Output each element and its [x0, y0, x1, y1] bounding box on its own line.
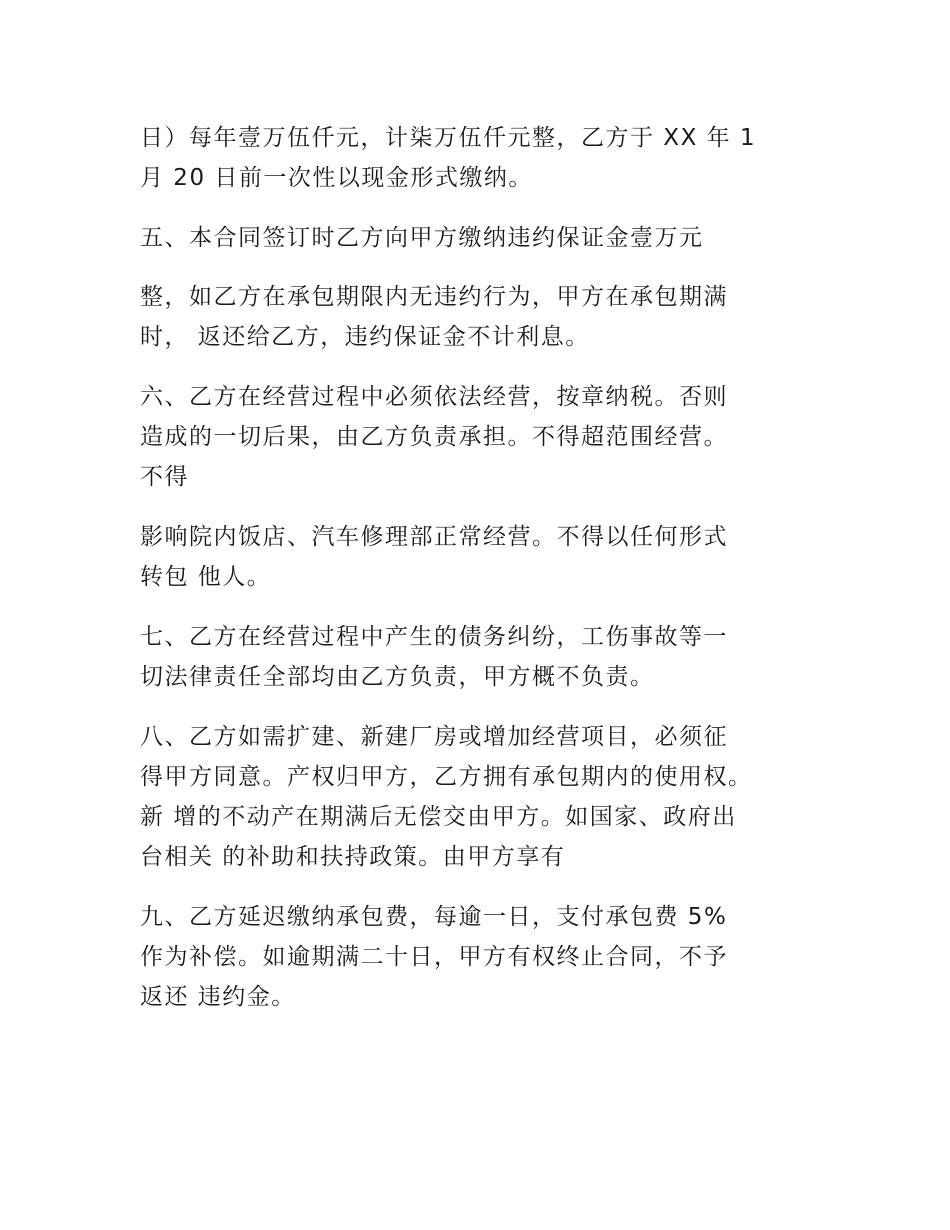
- text-line: 六、乙方在经营过程中必须依法经营，按章纳税。否则: [140, 384, 728, 410]
- text-line: 七、乙方在经营过程中产生的债务纠纷，工伤事故等一: [140, 624, 728, 650]
- text-line: 作为补偿。如逾期满二十日，甲方有权终止合同，不予: [140, 944, 728, 970]
- paragraph-clause-7: [140, 617, 820, 697]
- text-line: 切法律责任全部均由乙方负责，甲方概不负责。: [140, 664, 655, 690]
- text-line: 不得: [140, 464, 189, 490]
- text-line: 返还 违约金。: [140, 984, 296, 1010]
- paragraph-clause-5-heading: [140, 218, 820, 258]
- paragraph-payment-terms: [140, 118, 820, 198]
- text-line: 日）每年壹万伍仟元，计柒万伍仟元整，乙方于 XX 年 1: [140, 125, 757, 151]
- text-line: 整，如乙方在承包期限内无违约行为，甲方在承包期满: [140, 284, 728, 310]
- paragraph-clause-6-continued: [140, 517, 820, 597]
- text-line: 台相关 的补助和扶持政策。由甲方享有: [140, 844, 566, 870]
- text-line: 得甲方同意。产权归甲方，乙方拥有承包期内的使用权。: [140, 764, 753, 790]
- paragraph-clause-5-body: [140, 277, 820, 357]
- text-line: 八、乙方如需扩建、新建厂房或增加经营项目，必须征: [140, 724, 728, 750]
- paragraph-clause-8: [140, 717, 820, 877]
- text-line: 九、乙方延迟缴纳承包费，每逾一日，支付承包费 5%: [140, 904, 728, 930]
- paragraph-clause-9: [140, 897, 820, 1017]
- paragraph-clause-6: [140, 377, 820, 497]
- text-line: 时， 返还给乙方，违约保证金不计利息。: [140, 324, 590, 350]
- text-line: 造成的一切后果，由乙方负责承担。不得超范围经营。: [140, 424, 728, 450]
- text-line: 新 增的不动产在期满后无偿交由甲方。如国家、政府出: [140, 804, 737, 830]
- text-line: 影响院内饭店、汽车修理部正常经营。不得以任何形式: [140, 524, 728, 550]
- text-line: 月 20 日前一次性以现金形式缴纳。: [140, 165, 533, 191]
- text-line: 五、本合同签订时乙方向甲方缴纳违约保证金壹万元: [140, 225, 704, 251]
- text-line: 转包 他人。: [140, 564, 272, 590]
